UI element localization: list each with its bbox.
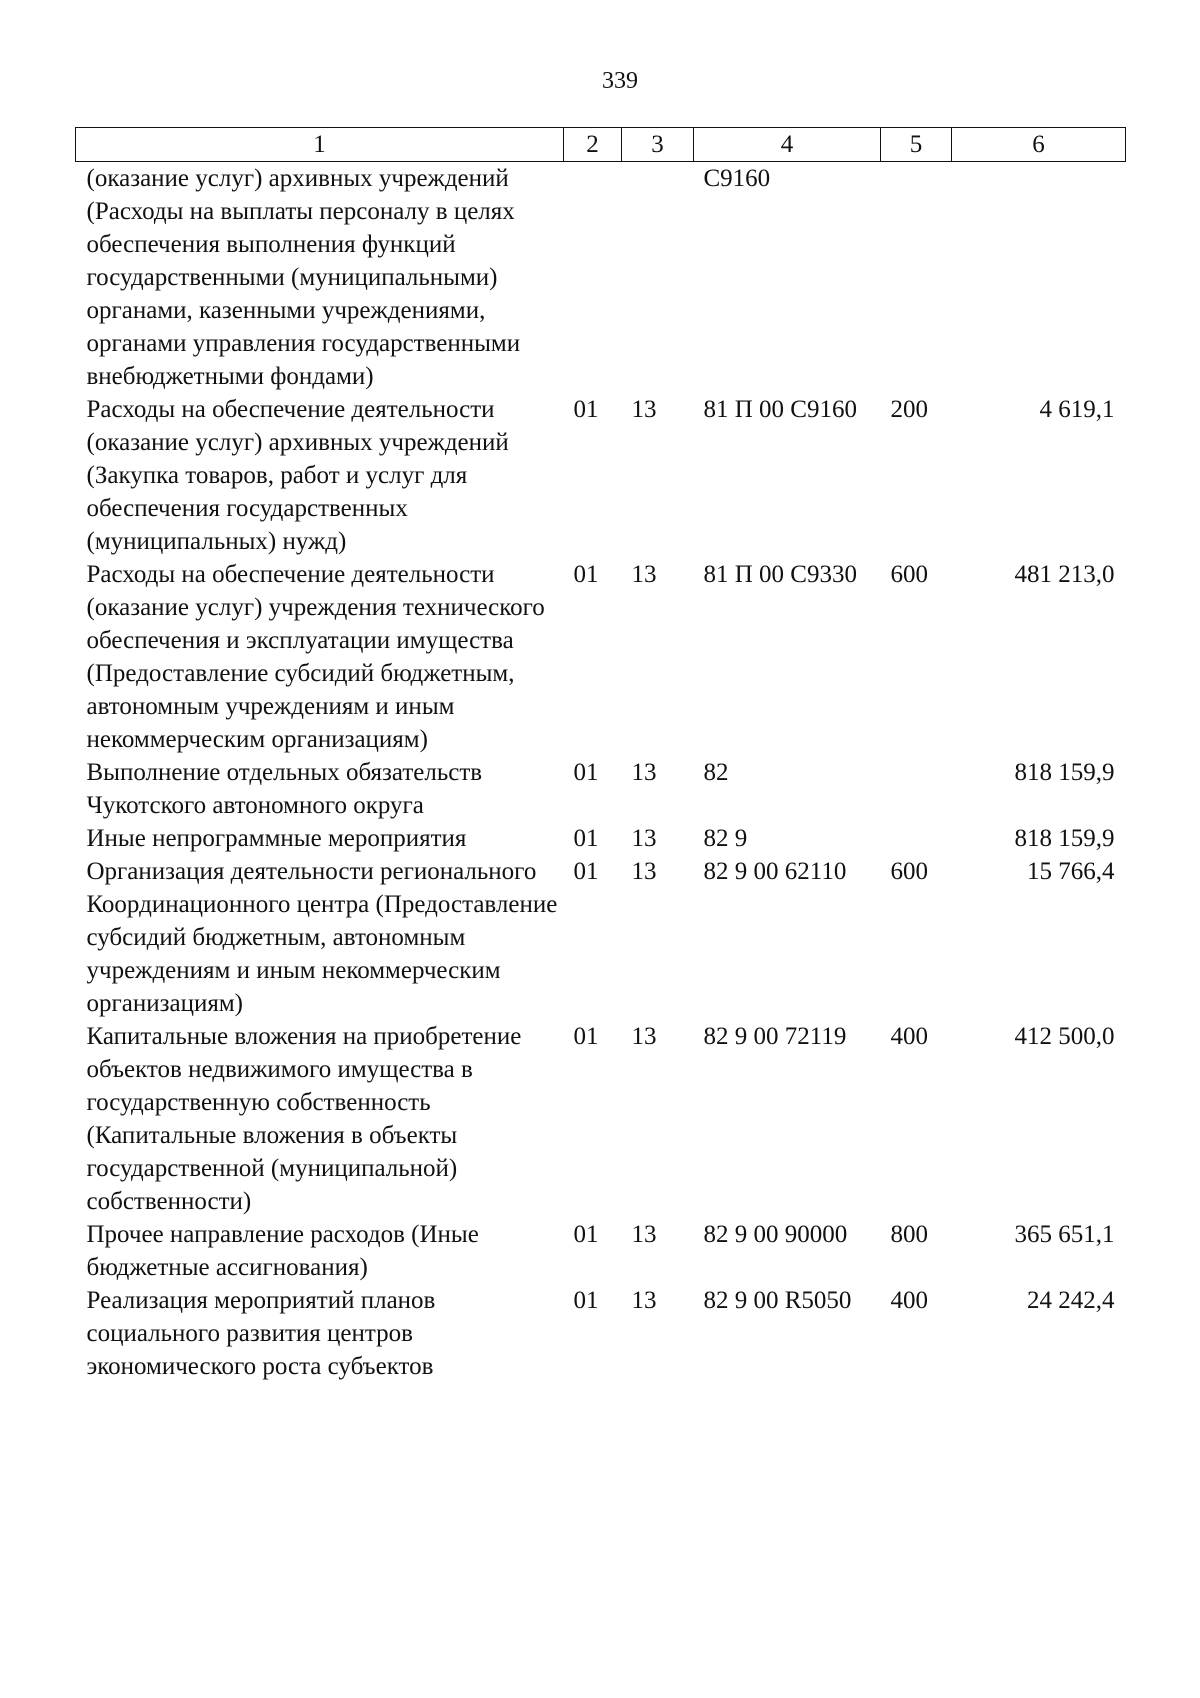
header-col-3: 3	[622, 128, 694, 162]
subsection-code: 13	[631, 561, 657, 588]
target-article-code: С9160	[703, 165, 771, 192]
subsection-code: 13	[631, 1221, 657, 1248]
table-row	[76, 756, 1126, 822]
expense-type-code: 400	[890, 1287, 928, 1314]
target-article-code: 82	[703, 759, 729, 786]
target-article-code: 82 9	[703, 825, 748, 852]
expense-name: Реализация мероприятий планов социального развития центров экономического роста субъектов	[86, 1287, 436, 1380]
section-code: 01	[573, 858, 599, 885]
section-code: 01	[573, 1023, 599, 1050]
page-number: 339	[602, 68, 638, 94]
amount: 818 159,9	[1014, 825, 1115, 852]
header-col-2: 2	[564, 128, 622, 162]
table-row	[76, 1020, 1126, 1218]
table-row	[76, 393, 1126, 558]
target-article-code: 81 П 00 С9160	[703, 396, 857, 423]
subsection-code: 13	[631, 396, 657, 423]
amount: 412 500,0	[1014, 1023, 1115, 1050]
expense-name: Организация деятельности регионального Координационного центра (Предоставление субсидий бюджетным, автономным учреждениям и иным некоммерческим организациям)	[86, 858, 558, 1017]
section-code: 01	[573, 825, 599, 852]
expense-name: Прочее направление расходов (Иные бюджетные ассигнования)	[86, 1221, 479, 1281]
subsection-code: 13	[631, 759, 657, 786]
amount: 365 651,1	[1014, 1221, 1115, 1248]
target-article-code: 82 9 00 R5050	[703, 1287, 852, 1314]
header-col-6: 6	[952, 128, 1126, 162]
target-article-code: 82 9 00 72119	[703, 1023, 847, 1050]
expense-type-code: 600	[890, 561, 928, 588]
amount	[952, 162, 1126, 394]
subsection-code: 13	[631, 1023, 657, 1050]
header-col-5: 5	[881, 128, 952, 162]
expense-type-code: 400	[890, 1023, 928, 1050]
expense-type-code	[881, 822, 952, 855]
section-code: 01	[573, 561, 599, 588]
expense-name: Иные непрограммные мероприятия	[86, 825, 467, 852]
section-code: 01	[573, 396, 599, 423]
expense-name: Выполнение отдельных обязательств Чукотского автономного округа	[86, 759, 483, 819]
header-col-1: 1	[76, 128, 564, 162]
section-code: 01	[573, 759, 599, 786]
subsection-code	[622, 162, 694, 394]
table-body	[76, 162, 1126, 1384]
target-article-code: 81 П 00 С9330	[703, 561, 857, 588]
amount: 818 159,9	[1014, 759, 1115, 786]
target-article-code: 82 9 00 62110	[703, 858, 847, 885]
subsection-code: 13	[631, 858, 657, 885]
expense-name: Расходы на обеспечение деятельности (оказание услуг) учреждения технического обеспечения и эксплуатации имущества (Предоставление субсидий бюджетным, автономным учреждениям и иным некоммерческим организациям)	[86, 561, 545, 753]
header-col-4: 4	[694, 128, 881, 162]
subsection-code: 13	[631, 1287, 657, 1314]
expense-type-code: 200	[890, 396, 928, 423]
section-code: 01	[573, 1287, 599, 1314]
section-code: 01	[573, 1221, 599, 1248]
budget-table	[75, 127, 1126, 1383]
table-row	[76, 822, 1126, 855]
table-row	[76, 1218, 1126, 1284]
expense-type-code	[881, 162, 952, 394]
expense-name: Капитальные вложения на приобретение объектов недвижимого имущества в государственную собственность (Капитальные вложения в объекты государственной (муниципальной) собственности)	[86, 1023, 522, 1215]
amount: 481 213,0	[1014, 561, 1115, 588]
expense-type-code: 600	[890, 858, 928, 885]
amount: 24 242,4	[1027, 1287, 1115, 1314]
header-row	[76, 128, 1126, 162]
expense-name: Расходы на обеспечение деятельности (оказание услуг) архивных учреждений (Закупка товаров, работ и услуг для обеспечения государственных (муниципальных) нужд)	[86, 396, 509, 555]
subsection-code: 13	[631, 825, 657, 852]
expense-name: (оказание услуг) архивных учреждений (Расходы на выплаты персоналу в целях обеспечения выполнения функций государственными (муниципальными) органами, казенными учреждениями, органами управления государственными внебюджетными фондами)	[86, 165, 521, 390]
table-row	[76, 558, 1126, 756]
amount: 4 619,1	[1039, 396, 1115, 423]
table-header	[76, 128, 1126, 162]
expense-type-code: 800	[890, 1221, 928, 1248]
section-code	[564, 162, 622, 394]
table-row	[76, 1284, 1126, 1383]
expense-type-code	[881, 756, 952, 822]
amount: 15 766,4	[1027, 858, 1115, 885]
target-article-code: 82 9 00 90000	[703, 1221, 848, 1248]
table-row	[76, 855, 1126, 1020]
table-row	[76, 162, 1126, 394]
